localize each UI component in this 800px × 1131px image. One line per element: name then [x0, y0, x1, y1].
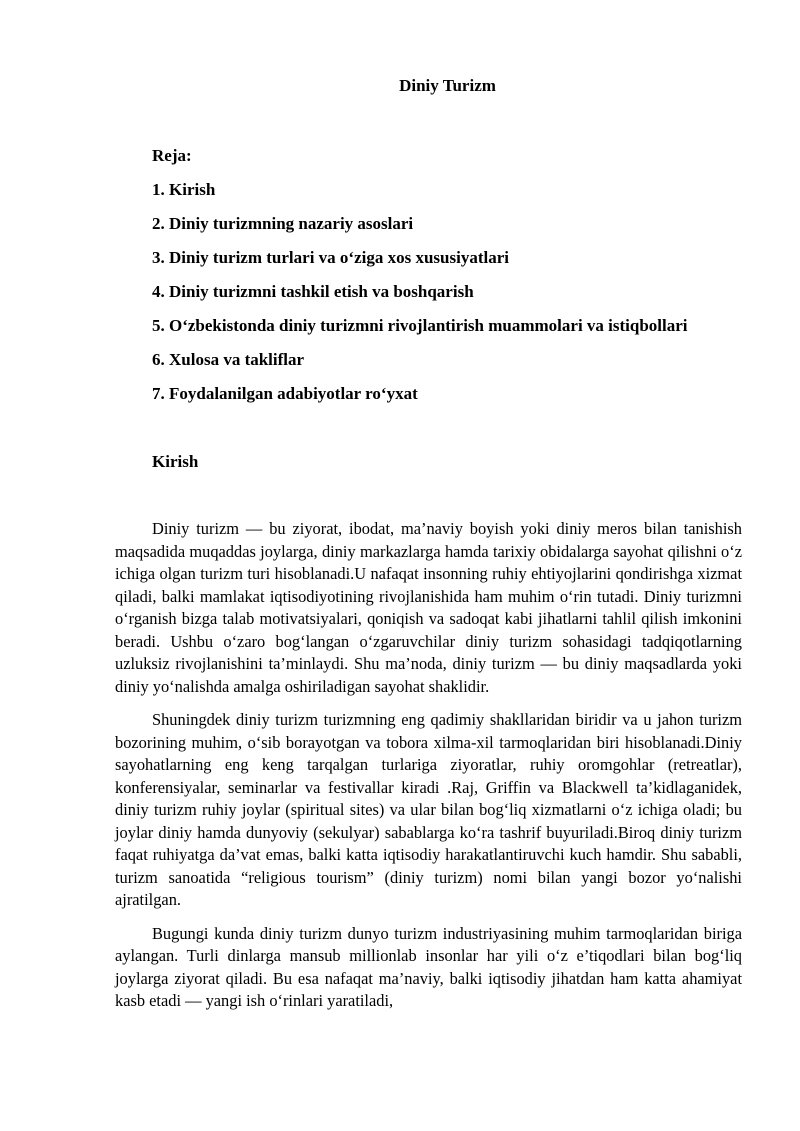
plan-item: 1. Kirish	[152, 180, 216, 199]
plan-item: 7. Foydalanilgan adabiyotlar ro‘yxat	[152, 384, 418, 403]
body-paragraph: Bugungi kunda diniy turizm dunyo turizm industriyasining muhim tarmoqlaridan biriga aylangan. Turli dinlarga mansub millionlab insonlar har yili o‘z e’tiqodlari bilan bog‘liq joylarga ziyorat qiladi. Bu esa nafaqat ma’naviy, balki iqtisodiy jihatdan ham katta ahamiyat kasb etadi — yangi ish o‘rinlari yaratiladi,	[115, 923, 742, 1010]
plan-item: 6. Xulosa va takliflar	[152, 350, 305, 369]
body-paragraph: Shuningdek diniy turizm turizmning eng qadimiy shakllaridan biridir va u jahon turizm bozorining muhim, o‘sib borayotgan va tobora xilma-xil tarmoqlaridan biri hisoblanadi.Diniy sayohatlarning eng keng tarqalgan turlariga ziyoratlar, ruhiy oromgohlar (retreatlar), konferensiyalar, seminarlar va festivallar kiradi .Raj, Griffin va Blackwell ta’kidlaganidek, diniy turizm ruhiy joylar (spiritual sites) va ular bilan bog‘liq xizmatlarni o‘z ichiga oladi; bu joylar diniy hamda dunyoviy (sekulyar) sabablarga ko‘ra tashrif buyuriladi.Biroq diniy turizm faqat ruhiyatga da’vat emas, balki katta iqtisodiy harakatlantiruvchi kuch hamdir. Shu sababli, turizm sanoatida “religious tourism” (diniy turizm) nomi bilan yangi bozor yo‘nalishi ajratilgan.	[115, 710, 742, 909]
plan-list	[152, 180, 688, 418]
plan-item: 4. Diniy turizmni tashkil etish va boshqarish	[152, 282, 474, 301]
document-title: Diniy Turizm	[399, 76, 496, 95]
plan-item: 2. Diniy turizmning nazariy asoslari	[152, 214, 414, 233]
body-paragraph: Diniy turizm — bu ziyorat, ibodat, ma’naviy boyish yoki diniy meros bilan tanishish maqsadida muqaddas joylarga, diniy markazlarga hamda tarixiy obidalarga sayohat qilishni o‘z ichiga olgan turizm turi hisoblanadi.U nafaqat insonning ruhiy ehtiyojlarini qondirishga xizmat qiladi, balki mamlakat iqtisodiyotining rivojlanishida ham muhim o‘rin tutadi. Diniy turizmni o‘rganish bizga talab motivatsiyalari, qoniqish va sadoqat kabi jihatlarni tahlil qilish imkonini beradi. Ushbu o‘zaro bog‘langan o‘zgaruvchilar diniy turizm sohasidagi tadqiqotlarning uzluksiz rivojlanishini ta’minlaydi. Shu ma’noda, diniy turizm — bu diniy maqsadlarda yoki diniy yo‘nalishda amalga oshiriladigan sayohat shaklidir.	[115, 519, 742, 696]
plan-item: 3. Diniy turizm turlari va o‘ziga xos xususiyatlari	[152, 248, 509, 267]
plan-item: 5. O‘zbekistonda diniy turizmni rivojlantirish muammolari va istiqbollari	[152, 316, 688, 335]
section-heading: Kirish	[152, 452, 199, 471]
section-body	[115, 518, 742, 1024]
plan-heading: Reja:	[152, 146, 192, 165]
